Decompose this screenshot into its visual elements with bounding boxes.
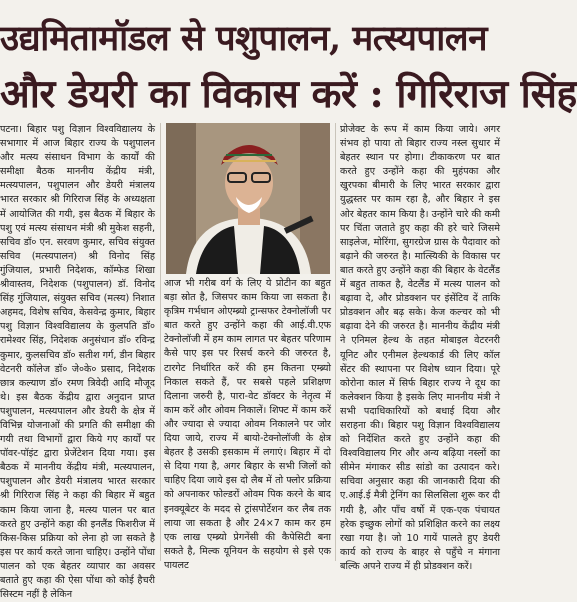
headline-line-1: उद्यमितामॉडल से पशुपालन, मत्स्यपालन: [0, 18, 488, 59]
column-1-text: पटना। बिहार पशु विज्ञान विश्वविद्यालय के सभागार में आज बिहार राज्य के पशुपालन और मत्स्य संसाधन विभाग के कार्यों की समीक्षा बैठक माननीय केंद्रीय मंत्री, मत्स्यपालन, पशुपालन और डेयरी मंत्रालय भारत सरकार श्री गिरिराज सिंह के अध्यक्षता में आयोजित की गयी, इस बैठक में बिहार के पशु एवं मत्स्य संसाधन मंत्री श्री मुकेश सहनी, सचिव डॉ० एन. सरवण कुमार, सचिव संयुक्त सचिव (मत्स्यपालन) श्री विनोद सिंह गुंजियाल, प्रभारी निदेशक, कॉम्फेड शिखा श्रीवास्तव, निदेशक (पशुपालन) डॉ. विनोद सिंह गुंजियाल, संयुक्त सचिव (मत्स्य) निशात अहमद, विशेष सचिव, केसवेन्द्र कुमार, बिहार पशु विज्ञान विश्वविद्यालय के कुलपति डॉ० रामेश्वर सिंह, निदेशक अनुसंधान डॉ० रविन्द्र कुमार, कुलसचिव डॉ० सतीश गर्ग, डीन बिहार वेटनरी कॉलेज डॉ० जे०के० प्रसाद, निदेशक छात्र कल्याण डॉ० रमण त्रिवेदी आदि मौजूद थे। इस बैठक केंद्रीय द्वारा अनुदान प्राप्त पशुपालन, मत्स्यपालन और डेयरी के क्षेत्र में विभिन्न योजनाओं की प्रगति की समीक्षा की गयी तथा विभागों द्वारा किये गए कार्यों पर पॉवर-पॉइंट द्वारा प्रेजेंटेशन दिया गया। इस बैठक में माननीय केंद्रीय मंत्री, मत्स्यपालन, पशुपालन और डेयरी मंत्रालय भारत सरकार श्री गिरिराज सिंह ने कहा की बिहार में बहुत काम किया जाना है, मत्स्य पालन पर बात करते हुए उन्होंने कहा की इनलैंड फिशरीज में किस-किस प्रक्रिया को लेना हो जा सकते है इस पर कार्य करते जाना चाहिए। उन्होंने पोंधा पालन को एक बेहतर व्यापार का अवसर बताते हुए कहा की ऐसा पोंधा को कोई हैचरी सिस्टम नहीं है लेकिन: [0, 124, 155, 601]
article-column-3: [340, 123, 500, 572]
column-divider: [335, 123, 336, 561]
article-column-2: [164, 277, 331, 571]
article-column-1: [0, 123, 155, 601]
news-photo-minister: [166, 123, 330, 274]
headline-line-2: और डेयरी का विकास करें : गिरिराज सिंह: [0, 71, 577, 117]
minister-portrait-image: [166, 123, 330, 274]
column-3-text: प्रोजेक्ट के रूप में काम किया जाये। अगर संभव हो पाया तो बिहार राज्य नस्ल सुधार में बेहतर स्थान पर होगा। टीकाकरण पर बात करते हुए उन्होंने कहा की मुहंपका और खुरपका बीमारी के लिए भारत सरकार द्वारा युद्धस्तर पर काम रहा है, और बिहार ने इस ओर बेहतर काम किया है। उन्होंने चारे की कमी पर चिंता जताते हुए कहा की हरे चारे जिसमे साइलेज, मोरिंगा, सुगरग्रेज ग्रास के पैदावार को बढ़ाने की जरुरत है। मात्स्यिकी के विकास पर बात करते हुए उन्होंने कहा की बिहार के वेटलैंड में बहुत ताकत है, वेटलैंड में मत्स्य पालन को बढ़ावा दे, और प्रोडक्शन पर इंसेंटिव दें ताकि प्रोडक्शन और बढ़ सके। केज कल्चर को भी बढ़ावा देने की जरुरत है। माननीय केंद्रीय मंत्री ने एनिमल हेल्थ के तहत मोबाइल वेटरनरी यूनिट और एनीमल हेल्थकार्ड की लिए कॉल सेंटर की स्थापना पर विशेष ध्यान दिया। पूरे कोरोना काल में सिर्फ बिहार राज्य ने दूध का कलेक्शन किया है इसके लिए माननीय मंत्री ने सभी पदाधिकारियों को बधाई दिया और सराहना की। बिहार पशु विज्ञान विश्वविद्यालय को निर्देशित करते हुए उन्होंने कहा की विश्वविद्यालय गिर और अन्य बढ़िया नस्लों का सीमेन मंगाकर सीड सांडो का उत्पादन करे। सचिवा अनुसार कहा की जानकारी दिया की ए.आई.ई मैत्री ट्रेनिंग का सिलसिला शुरू कर दी गयी है, और पाँच वर्षो में एक-एक पंचायत हरेक इच्छुक लोगों को प्रशिक्षित करने का लक्ष्य रखा गया है। जो 10 गायें पालते हुए डेयरी कार्य को राज्य के बाहर से पहुँचे न मंगाना बल्कि अपने राज्य में ही प्रोडक्शन करें।: [340, 124, 500, 572]
column-2-text: आज भी गरीब वर्ग के लिए ये प्रोटीन का बहुत बड़ा स्रोत है, जिसपर काम किया जा सकता है। कृत्रिम गर्भधान ओएम्ब्र्यो ट्रान्सफर टेक्नोलॉजी पर बात करते हुए उन्होंने कहा की आई.वी.एफ टेक्नोलॉजी में हम काम लागत पर बेहतर परिणाम कैसे पाए इस पर रिसर्च करने की जरुरत है, टारगेट निर्धारित करें की हम कितना एम्ब्र्यो निकाल सकते हैं, पर सबसे पहले प्रशिक्षण दिलाना जरुरी है, पारा-वेट डॉक्टर के नेतृत्व में काम करें और ओवम निकालें। शिफ्ट में काम करें और ज्यादा से ज्यादा ओवम निकालने पर जोर दिया जाये, राज्य में बायो-टेक्नोलॉजी के क्षेत्र बेहतर है उसकी इसकाम में लगाएं। बिहार में दो से दिया गया है, अगर बिहार के सभी जिलों को चाहिए दिया जाये इस दो लैब में तो फ्लोर प्रक्रिया को अपनाकर फोल्डरों ओवम पिक करने के बाद इनक्यूबेटर के मदद से ट्रांसपोर्टेशन कर लैब तक लाया जा सकता है और 24×7 काम कर हम एक लाख एम्ब्र्यो प्रेगनेंसी की कैपेसिटी बना सकते है, मिल्क यूनियन के सहयोग से इसे एक पायलट: [164, 278, 331, 571]
column-divider: [160, 123, 161, 561]
